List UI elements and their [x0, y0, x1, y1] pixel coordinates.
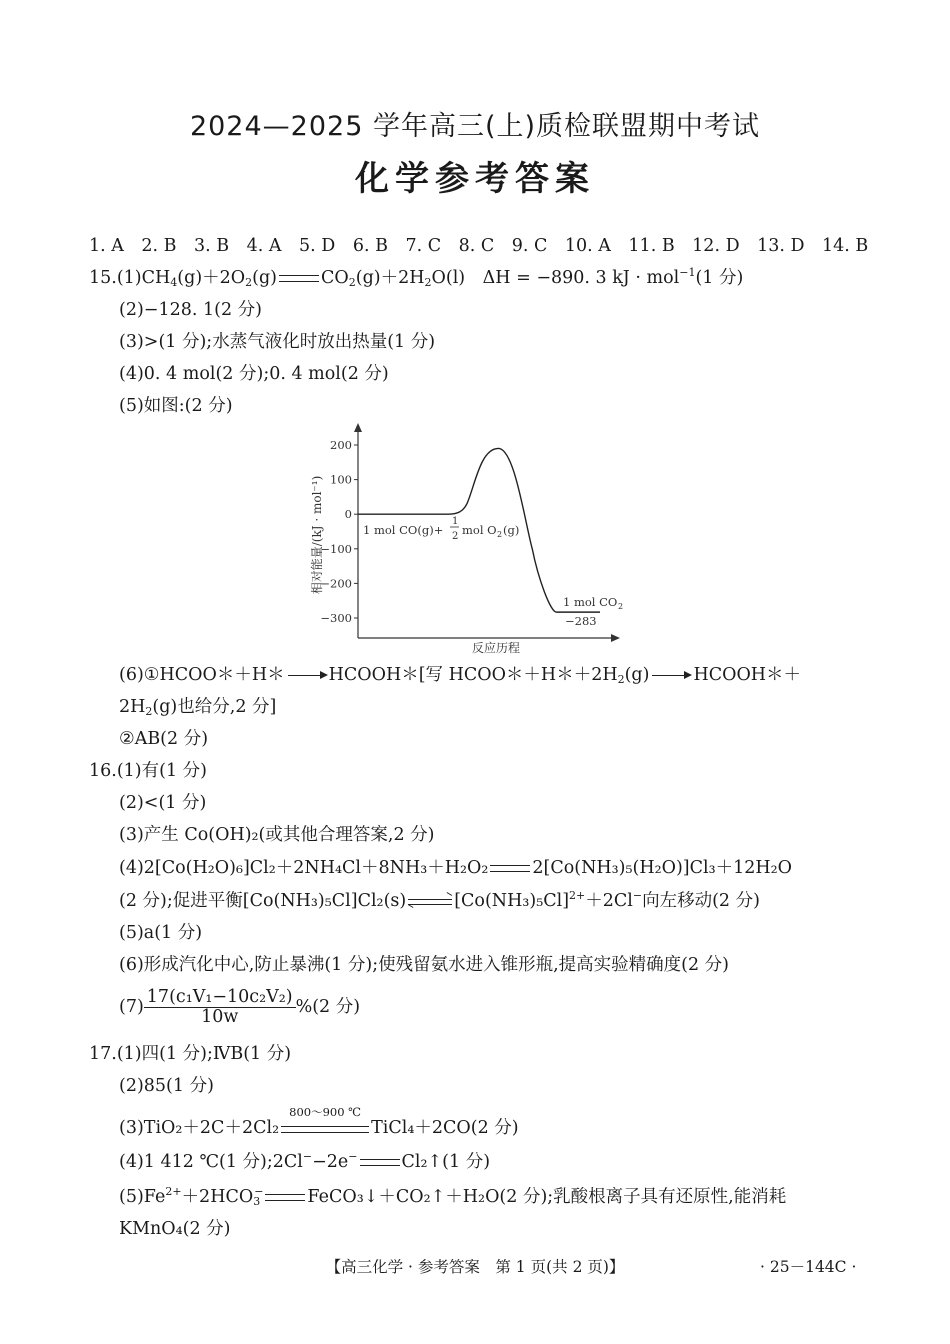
q15-part1: $15.(1)CH_4(g)+2O_2(g)$ $CO_2(g)+2H_2O(l)$ ΔH = −890. 3 kJ · mol$^{-1}$(1 分) — [89, 266, 744, 289]
q15-part6: (6)①HCOO＊＋H＊ HCOOH＊[写 $HCOO*+H*+2H_2(g)$ HCOOH＊＋ — [119, 665, 802, 686]
y-tick-label: −200 — [320, 576, 352, 591]
q17-part5-cont: KMnO₄(2 分) — [119, 1219, 231, 1239]
answer-title: 化学参考答案 — [355, 159, 595, 199]
footer-code: · 25－144C · — [760, 1258, 857, 1276]
y-tick-label: 200 — [330, 438, 352, 452]
q17-part3: (3)TiO₂＋2C＋2Cl₂ 800～900 ℃ TiCl₄＋2CO(2 分) — [119, 1104, 519, 1138]
q16-part3: (3)产生 Co(OH)₂(或其他合理答案,2 分) — [119, 825, 435, 845]
svg-text:mol O: mol O — [462, 523, 497, 537]
q15-part6-cont: $2H_2(g)$也给分,2 分] — [119, 697, 277, 718]
q17-part5: $(5)Fe^{2+}+2HCO_3^-$ FeCO₃↓＋CO₂↑＋H₂O(2 分);乳酸根离子具有还原性,能消耗 — [119, 1185, 787, 1208]
exam-title: 2024—2025 学年高三(上)质检联盟期中考试 — [189, 111, 761, 142]
y-tick-label: −300 — [320, 611, 352, 625]
y-tick-label: 100 — [330, 472, 352, 487]
svg-text:1 mol CO(g)+: 1 mol CO(g)+ — [363, 523, 444, 537]
footer-page-info: 【高三化学 · 参考答案 第 1 页(共 2 页)】 — [325, 1258, 625, 1276]
svg-text:−283: −283 — [565, 614, 597, 628]
svg-text:(g): (g) — [503, 523, 520, 537]
y-ticks — [320, 438, 358, 625]
svg-text:1: 1 — [452, 516, 459, 527]
q15-part3: (3)>(1 分);水蒸气液化时放出热量(1 分) — [119, 332, 436, 352]
svg-text:1 mol CO: 1 mol CO — [563, 595, 618, 609]
q15-part5: (5)如图:(2 分) — [119, 396, 233, 416]
q15-part6-2: ②AB(2 分) — [119, 729, 209, 749]
q16-part5: (5)a(1 分) — [119, 923, 203, 943]
x-axis-label: 反应历程 — [471, 641, 521, 655]
q16-part7: (7) $\frac{\text{17(c₁V₁−10c₂V₂)}}{10w}$ %(2 分) — [119, 987, 361, 1027]
q16-part4-cont: (2 分);促进平衡[Co(NH₃)₅Cl]Cl₂(s) $[Co(NH_3)_5Cl]^{2+}+2Cl^-$向左移动(2 分) — [119, 889, 760, 911]
svg-text:2: 2 — [497, 530, 503, 539]
q17-part1: 17.(1)四(1 分);ⅣB(1 分) — [89, 1044, 292, 1064]
y-tick-label: 0 — [344, 507, 352, 522]
q17-part4: (4)1 412 ℃(1 分);2Cl−−2e− Cl₂↑(1 分) — [119, 1150, 491, 1172]
svg-text:2: 2 — [618, 602, 624, 611]
q16-part4: (4)2[Co(H₂O)₆]Cl₂＋2NH₄Cl＋8NH₃＋H₂O₂ 2[Co(NH₃)₅(H₂O)]Cl₃＋12H₂O — [119, 858, 793, 878]
q15-part2: (2)−128. 1(2 分) — [119, 300, 262, 320]
choice-answers: 1. A 2. B 3. B 4. A 5. D 6. B 7. C 8. C 9. C 10. A 11. B 12. D 13. D 14. B — [89, 236, 869, 256]
q16-part6: (6)形成汽化中心,防止暴沸(1 分);使残留氨水进入锥形瓶,提高实验精确度(2 分) — [119, 955, 730, 975]
q16-part2: (2)<(1 分) — [119, 793, 207, 813]
q16-part1: 16.(1)有(1 分) — [89, 761, 207, 781]
svg-text:2: 2 — [452, 531, 459, 542]
q17-part2: (2)85(1 分) — [119, 1076, 214, 1096]
y-axis-label: 相对能量/(kJ · mol⁻¹) — [310, 475, 324, 595]
q15-part4: (4)0. 4 mol(2 分);0. 4 mol(2 分) — [119, 364, 389, 384]
y-tick-label: −100 — [320, 541, 352, 556]
energy-diagram — [300, 420, 640, 660]
reactant-label — [363, 516, 519, 542]
